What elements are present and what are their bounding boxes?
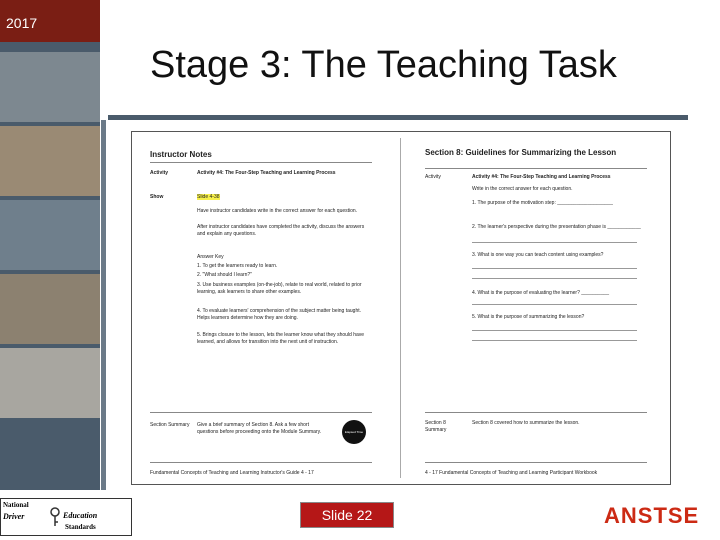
nds-logo: [0, 498, 132, 536]
sidebar-photo-strip: [0, 42, 100, 490]
intro-text: Write in the correct answer for each question.: [472, 186, 573, 192]
rule: [425, 462, 647, 463]
instruction-2: After instructor candidates have completed the activity, discuss the answers and explain any questions.: [197, 224, 365, 237]
question-4: 4. What is the purpose of evaluating the learner? __________: [472, 290, 610, 296]
year-text: 2017: [6, 15, 38, 31]
logo-education: Education: [63, 511, 98, 520]
section-summary-text: Give a brief summary of Section 8. Ask a few short questions before proceeding onto the Module Summary.: [197, 422, 322, 435]
answer-1: 1. To get the learners ready to learn.: [197, 263, 278, 269]
logo-national: National: [3, 501, 29, 509]
answer-key-label: Answer Key: [197, 254, 224, 260]
rule: [425, 168, 647, 169]
activity-label: Activity: [425, 174, 441, 180]
left-page: [142, 132, 392, 484]
question-1: 1. The purpose of the motivation step: ____________________: [472, 200, 613, 206]
anstse-logo: ANSTSE: [604, 503, 700, 528]
activity-text: Activity #4: The Four-Step Teaching and Learning Process: [472, 174, 611, 180]
question-3: 3. What is one way you can teach content using examples?: [472, 252, 604, 258]
answer-line: [472, 340, 637, 341]
show-value: Slide 4-38: [197, 194, 220, 200]
section-summary-text: Section 8 covered how to summarize the lesson.: [472, 420, 580, 426]
answer-line: [472, 268, 637, 269]
answer-line: [472, 278, 637, 279]
left-page-footer: Fundamental Concepts of Teaching and Learning Instructor's Guide 4 - 17: [150, 470, 314, 476]
answer-5: 5. Brings closure to the lesson, lets the learner know what they should have learned, and allows for transition into the next unit of instruction.: [197, 332, 365, 345]
answer-line: [472, 304, 637, 305]
frame-left-rule: [101, 120, 106, 490]
right-page-footer: 4 - 17 Fundamental Concepts of Teaching and Learning Participant Workbook: [425, 470, 598, 476]
badge-text: Elapsed Time: [344, 430, 364, 434]
photo-classroom: [0, 126, 100, 196]
photo-cars: [0, 52, 100, 122]
question-5: 5. What is the purpose of summarizing the lesson?: [472, 314, 585, 320]
answer-3: 3. Use business examples (on-the-job), relate to real world, related to prior learning, ask learners to share other examples.: [197, 282, 362, 295]
activity-text: Activity #4: The Four-Step Teaching and Learning Process: [197, 170, 336, 176]
logo-driver: Driver: [3, 512, 25, 521]
rule: [425, 412, 647, 413]
instruction-1: Have instructor candidates write in the correct answer for each question.: [197, 208, 358, 214]
section-heading: Section 8: Guidelines for Summarizing the Lesson: [425, 148, 617, 157]
section-summary-label: Section 8 Summary: [425, 420, 447, 433]
photo-students: [0, 274, 100, 344]
key-icon: [47, 507, 63, 527]
answer-2: 2. "What should I learn?": [197, 272, 252, 278]
page-title: Stage 3: The Teaching Task: [150, 44, 617, 86]
photo-instructor: [0, 200, 100, 270]
instructor-notes-heading: Instructor Notes: [150, 150, 212, 159]
show-label: Show: [150, 194, 164, 200]
photo-keyboard: [0, 348, 100, 418]
rule: [150, 412, 372, 413]
slide-number: Slide 22: [300, 502, 394, 528]
title-divider: [108, 115, 688, 120]
answer-line: [472, 330, 637, 331]
section-summary-label: Section Summary: [150, 422, 190, 428]
elapsed-time-badge: [342, 420, 366, 444]
right-page: [417, 132, 662, 484]
question-2: 2. The learner's perspective during the presentation phase is ____________: [472, 224, 641, 230]
activity-label: Activity: [150, 170, 169, 176]
rule: [150, 162, 372, 163]
logo-standards: Standards: [65, 523, 96, 531]
answer-line: [472, 242, 637, 243]
answer-4: 4. To evaluate learners' comprehension of the subject matter being taught. Helps learners determine how they are doing.: [197, 308, 362, 321]
document-spread: [131, 131, 671, 485]
page-divider: [400, 138, 401, 478]
rule: [150, 462, 372, 463]
year-badge: [0, 0, 100, 42]
